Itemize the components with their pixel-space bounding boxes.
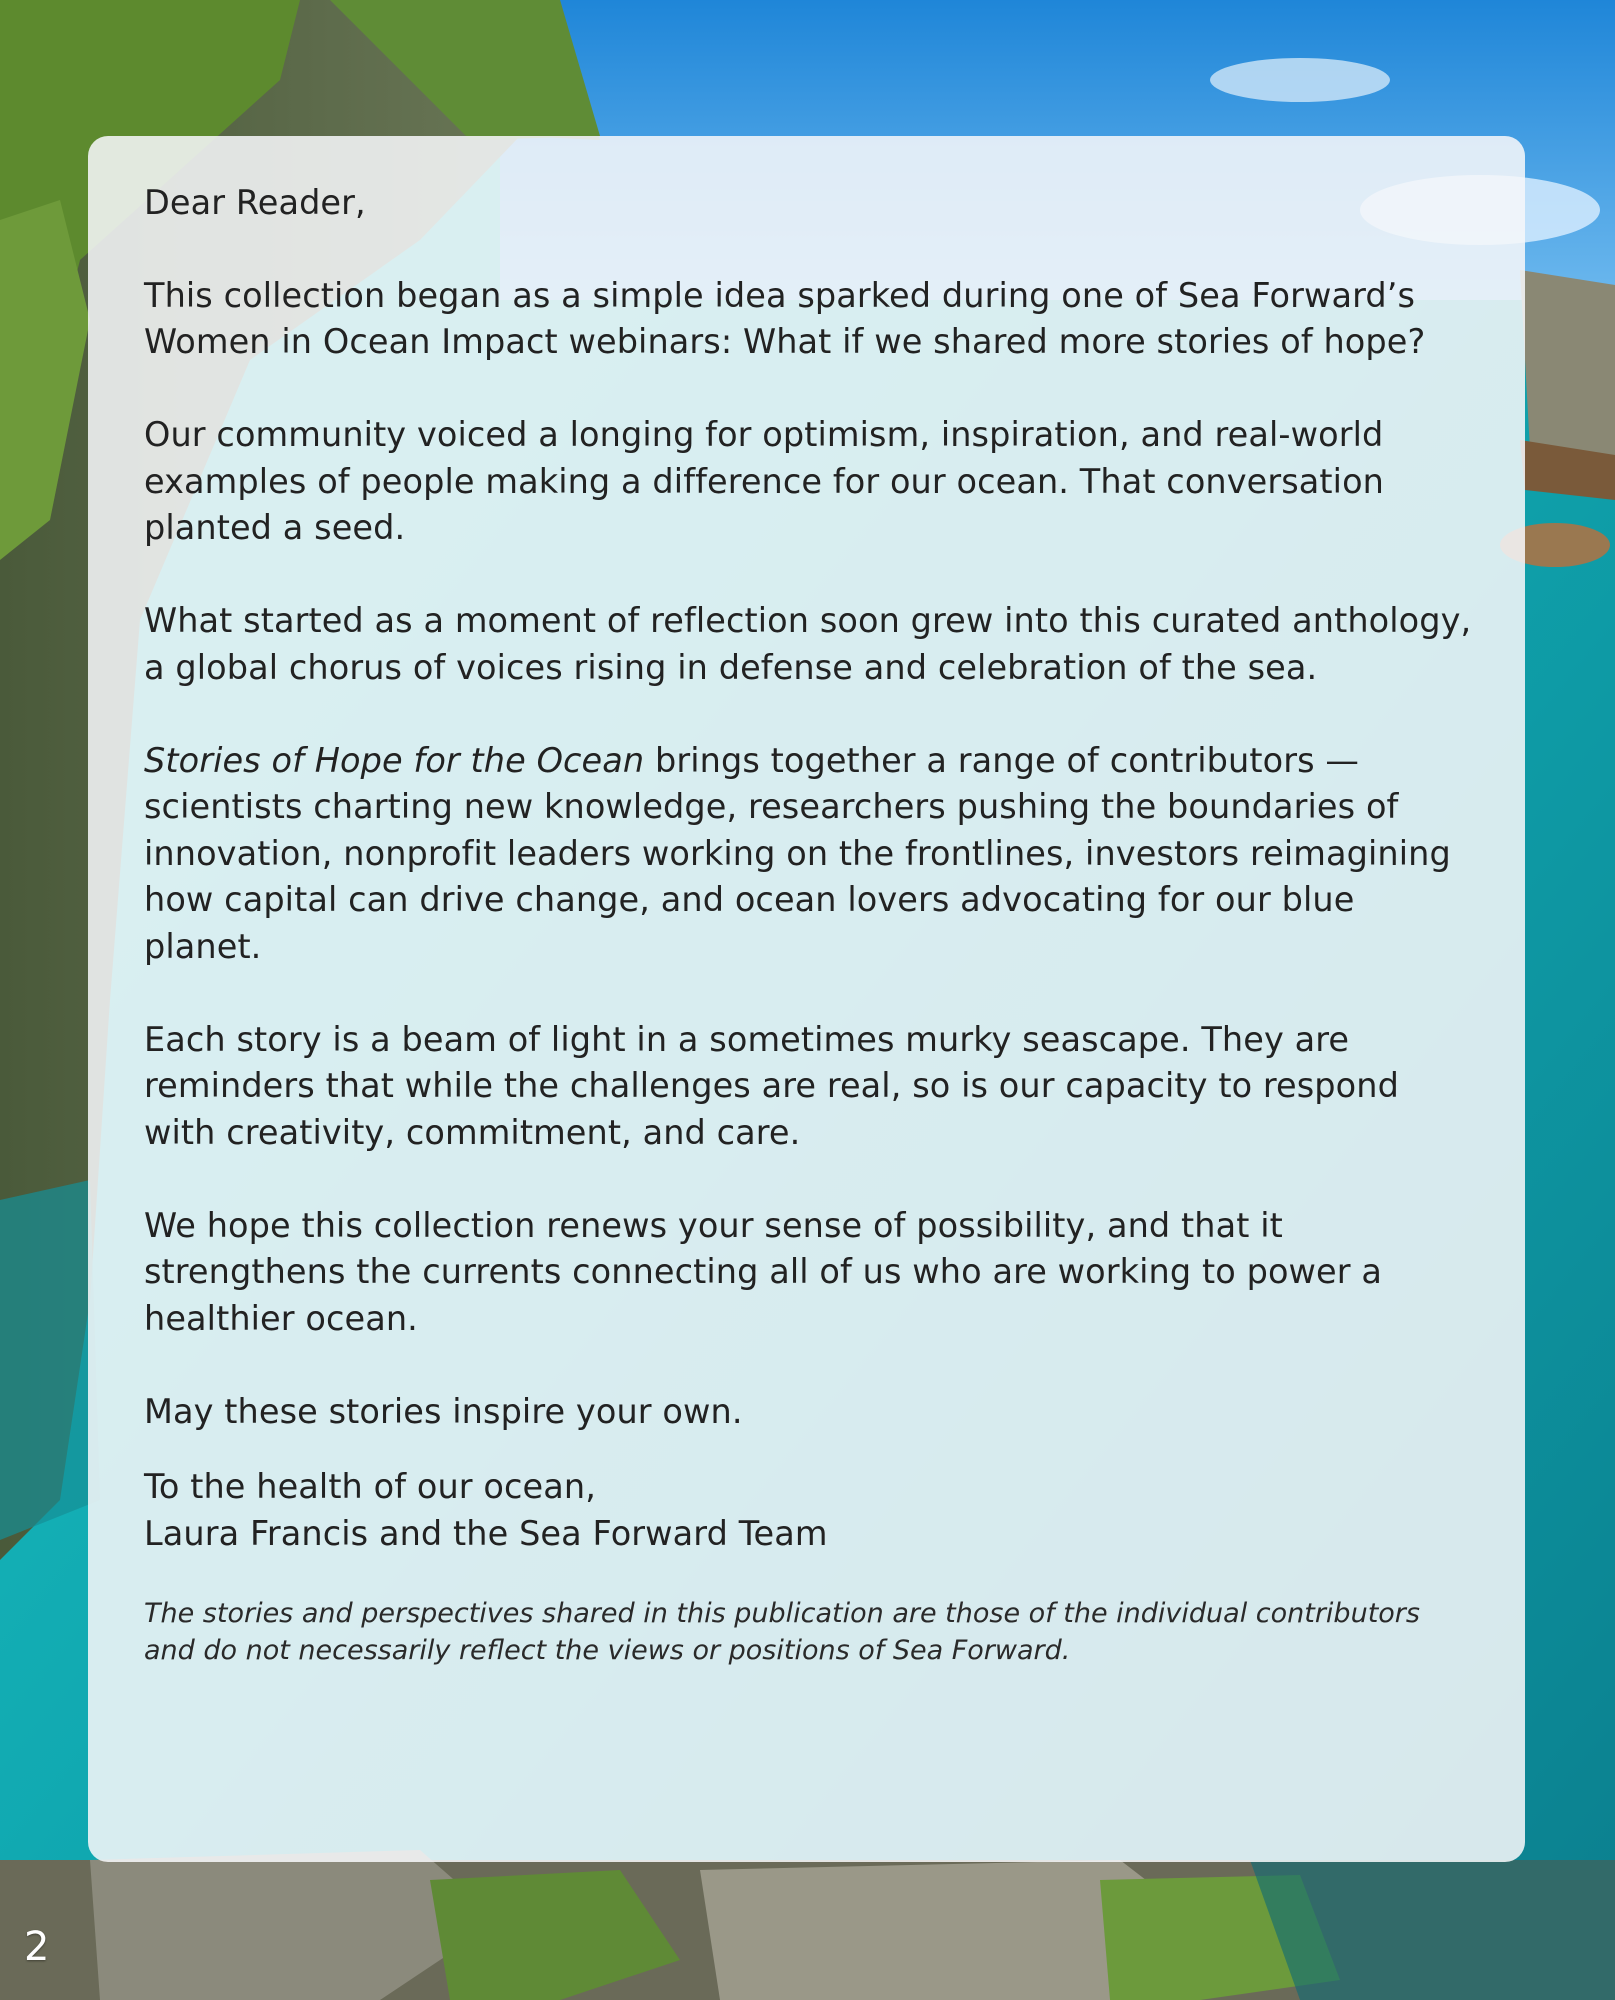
letter-paragraph: Each story is a beam of light in a sometimes murky seascape. They are reminders that while the challenges are real, so is our capacity to respond with creativity, commitment, and care. bbox=[144, 1019, 1399, 1152]
letter-closing: To the health of our ocean, bbox=[144, 1467, 596, 1506]
letter-paragraph: May these stories inspire your own. bbox=[144, 1391, 743, 1431]
letter-paragraph: Our community voiced a longing for optimism, inspiration, and real-world examples of people making a difference for our ocean. That conversation planted a seed. bbox=[144, 415, 1385, 547]
letter-signature: Laura Francis and the Sea Forward Team bbox=[144, 1513, 828, 1553]
letter-paragraph bbox=[144, 738, 1473, 971]
letter-greeting: Dear Reader, bbox=[144, 183, 366, 222]
page-number: 2 bbox=[24, 1924, 50, 1970]
letter-paragraph: We hope this collection renews your sense of possibility, and that it strengthens the currents connecting all of us who are working to power a healthier ocean. bbox=[144, 1205, 1382, 1338]
anthology-title: Stories of Hope for the Ocean bbox=[144, 740, 645, 780]
letter-paragraph: This collection began as a simple idea sparked during one of Sea Forward’s Women in Ocean Impact webinars: What if we shared more stories of hope? bbox=[144, 275, 1426, 361]
letter-paragraph: What started as a moment of reflection soon grew into this curated anthology, a global chorus of voices rising in defense and celebration of the sea. bbox=[144, 601, 1472, 687]
letter-panel bbox=[88, 136, 1525, 1862]
letter-paragraph-text: brings together a range of contributors — scientists charting new knowledge, researchers pushing the boundaries of innovation, nonprofit leaders working on the frontlines, investors reimagining how capital can drive change, and ocean lovers advocating for our blue planet. bbox=[144, 740, 1451, 966]
disclaimer: The stories and perspectives shared in this publication are those of the individual contributors and do not necessarily reflect the views or positions of Sea Forward. bbox=[144, 1598, 1420, 1666]
